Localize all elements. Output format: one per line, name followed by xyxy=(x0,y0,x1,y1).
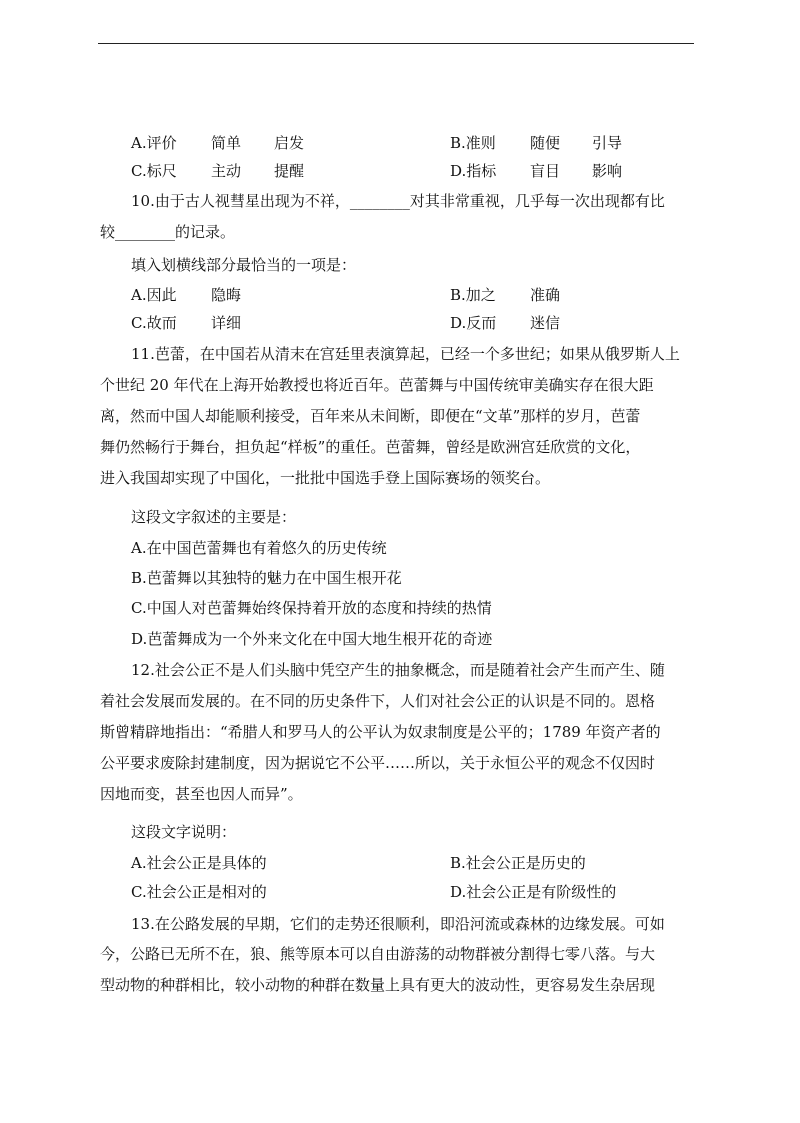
option-label: C.故而 xyxy=(131,314,177,332)
q12-stem-line: 12.社会公正不是人们头脑中凭空产生的抽象概念，而是随着社会产生而产生、随 xyxy=(131,661,665,679)
q12-stem-line: 因地而变，甚至也因人而异”。 xyxy=(100,785,303,803)
q13-stem-line: 13.在公路发展的早期，它们的走势还很顺利，即沿河流或森林的边缘发展。可如 xyxy=(131,915,665,933)
q11-stem-line: 进入我国却实现了中国化，一批批中国选手登上国际赛场的领奖台。 xyxy=(100,469,551,487)
option-word: 主动 xyxy=(211,162,242,180)
option-word: 迷信 xyxy=(530,314,561,332)
q10-prompt: 填入划横线部分最恰当的一项是： xyxy=(131,256,357,274)
option-word: 影响 xyxy=(592,162,623,180)
option-label: A.因此 xyxy=(131,286,177,304)
option-word: 隐晦 xyxy=(211,286,242,304)
option-word: 随便 xyxy=(530,134,561,152)
q10-stem-line: 较________的记录。 xyxy=(100,223,236,241)
q9-option-c xyxy=(131,161,304,181)
q12-option-a: A.社会公正是具体的 xyxy=(131,854,267,872)
option-label: C.标尺 xyxy=(131,162,177,180)
q9-option-d xyxy=(450,161,622,181)
q13-stem-line: 型动物的种群相比，较小动物的种群在数量上具有更大的波动性，更容易发生杂居现 xyxy=(100,976,656,994)
q11-prompt: 这段文字叙述的主要是： xyxy=(131,508,297,526)
q12-stem-line: 公平要求废除封建制度，因为据说它不公平……所以，关于永恒公平的观念不仅因时 xyxy=(100,754,656,772)
option-label: A.评价 xyxy=(131,134,177,152)
option-word: 准确 xyxy=(530,286,561,304)
q11-option-b: B.芭蕾舞以其独特的魅力在中国生根开花 xyxy=(131,569,402,587)
q10-option-c xyxy=(131,313,241,333)
q11-option-c: C.中国人对芭蕾舞始终保持着开放的态度和持续的热情 xyxy=(131,599,492,617)
q11-option-a: A.在中国芭蕾舞也有着悠久的历史传统 xyxy=(131,539,387,557)
q13-stem-line: 今，公路已无所不在，狼、熊等原本可以自由游荡的动物群被分割得七零八落。与大 xyxy=(100,945,656,963)
option-word: 提醒 xyxy=(274,162,305,180)
q10-stem-line: 10.由于古人视彗星出现为不祥，________对其非常重视，几乎每一次出现都有比 xyxy=(131,192,665,210)
q11-stem-line: 舞仍然畅行于舞台，担负起“样板”的重任。芭蕾舞，曾经是欧洲宫廷欣赏的文化， xyxy=(100,438,641,456)
q10-option-d xyxy=(450,313,560,333)
q12-prompt: 这段文字说明： xyxy=(131,823,237,841)
q12-option-b: B.社会公正是历史的 xyxy=(450,854,586,872)
q11-stem-line: 个世纪 20 年代在上海开始教授也将近百年。芭蕾舞与中国传统审美确实存在很大距 xyxy=(100,376,654,394)
header-rule xyxy=(98,43,694,44)
option-word: 盲目 xyxy=(530,162,561,180)
option-word: 简单 xyxy=(211,134,242,152)
option-label: B.加之 xyxy=(450,286,496,304)
q12-option-c: C.社会公正是相对的 xyxy=(131,883,267,901)
option-label: B.准则 xyxy=(450,134,496,152)
option-word: 详细 xyxy=(211,314,242,332)
option-word: 启发 xyxy=(274,134,305,152)
q11-option-d: D.芭蕾舞成为一个外来文化在中国大地生根开花的奇迹 xyxy=(131,630,493,648)
q10-option-b xyxy=(450,285,560,305)
option-label: D.反而 xyxy=(450,314,497,332)
q12-stem-line: 斯曾精辟地指出：“希腊人和罗马人的公平认为奴隶制度是公平的；1789 年资产者的 xyxy=(100,723,661,741)
q10-option-a xyxy=(131,285,241,305)
q12-stem-line: 着社会发展而发展的。在不同的历史条件下，人们对社会公正的认识是不同的。恩格 xyxy=(100,692,656,710)
option-label: D.指标 xyxy=(450,162,497,180)
q11-stem-line: 离，然而中国人却能顺利接受，百年来从未间断，即便在“文革”那样的岁月，芭蕾 xyxy=(100,407,641,425)
q11-stem-line: 11.芭蕾，在中国若从清末在宫廷里表演算起，已经一个多世纪；如果从俄罗斯人上 xyxy=(131,345,680,363)
q9-option-b xyxy=(450,133,622,153)
q12-option-d: D.社会公正是有阶级性的 xyxy=(450,883,617,901)
option-word: 引导 xyxy=(592,134,623,152)
q9-option-a xyxy=(131,133,304,153)
